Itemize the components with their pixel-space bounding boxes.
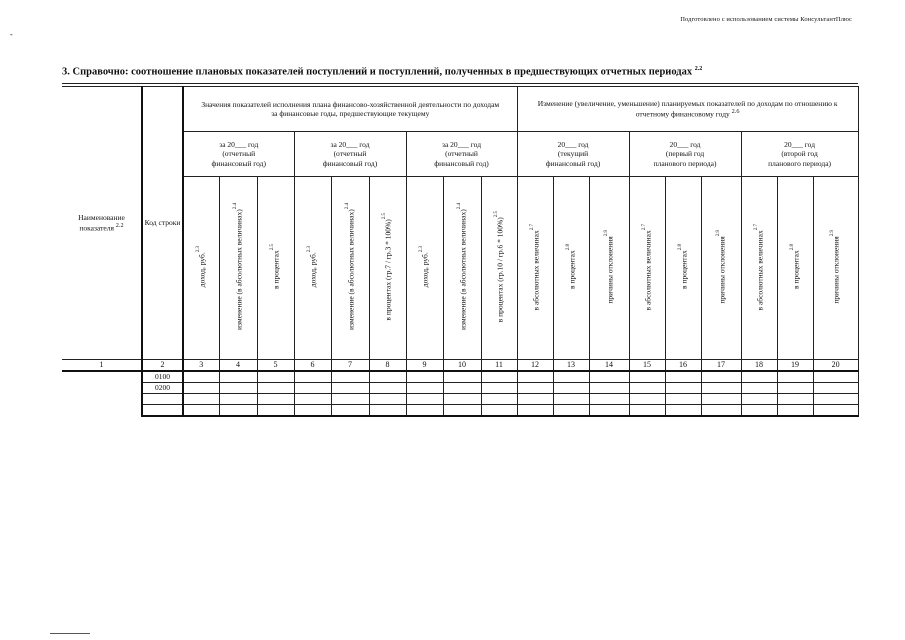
column-number: 9 <box>406 360 443 372</box>
data-cell[interactable] <box>553 371 589 383</box>
column-header-text: в абсолютных величинах <box>643 229 653 311</box>
row-code-cell: 0100 <box>142 371 183 383</box>
data-cell[interactable] <box>629 394 665 405</box>
data-cell[interactable] <box>741 405 777 417</box>
period-line: (текущий <box>557 149 589 159</box>
group-left-text: Значения показателей исполнения плана финансово-хозяйственной деятельности по доходам за финансовые годы, предшествующие текущему <box>201 99 500 118</box>
data-cell[interactable] <box>294 371 331 383</box>
column-number: 3 <box>183 360 219 372</box>
column-header-footnote: 2.9 <box>830 229 836 237</box>
column-header-text: изменение (в абсолютных величинах) <box>346 209 356 331</box>
column-number: 14 <box>589 360 629 372</box>
data-cell[interactable] <box>589 383 629 394</box>
data-cell[interactable] <box>741 394 777 405</box>
column-number: 1 <box>62 360 142 372</box>
data-cell[interactable] <box>741 383 777 394</box>
name-header <box>62 87 142 360</box>
column-header <box>294 177 331 360</box>
column-header-label <box>530 224 541 310</box>
column-header-text: изменение (в абсолютных величинах) <box>458 209 468 331</box>
column-number: 16 <box>665 360 701 372</box>
period-line: (отчетный <box>445 149 478 159</box>
data-cell[interactable] <box>481 394 517 405</box>
column-header-label <box>566 244 577 289</box>
column-header-label <box>754 224 765 310</box>
data-cell[interactable] <box>369 405 406 417</box>
column-number: 20 <box>813 360 858 372</box>
column-header <box>553 177 589 360</box>
column-header-text: причины отклонения <box>717 236 727 304</box>
column-header-label <box>233 203 244 330</box>
data-cell[interactable] <box>369 371 406 383</box>
data-cell[interactable] <box>777 383 813 394</box>
column-header-text: в процентах (гр.7 / гр.3 * 100%) <box>383 219 393 321</box>
row-code-cell: 0200 <box>142 383 183 394</box>
group-right-header <box>517 87 858 132</box>
column-header <box>777 177 813 360</box>
period-header <box>183 132 294 177</box>
data-cell[interactable] <box>741 371 777 383</box>
data-cell[interactable] <box>257 383 294 394</box>
column-header <box>665 177 701 360</box>
column-header-label <box>790 244 801 289</box>
row-name-cell[interactable] <box>62 405 142 417</box>
column-header-footnote: 2.3 <box>307 246 313 253</box>
column-header <box>741 177 777 360</box>
row-code-cell <box>142 405 183 417</box>
period-header <box>294 132 406 177</box>
column-header-label <box>345 203 356 330</box>
period-line: за 20___ год <box>442 139 482 149</box>
period-line: (второй год <box>781 149 818 159</box>
corner-mark: - <box>10 30 13 39</box>
data-cell[interactable] <box>517 405 553 417</box>
column-header-label <box>604 230 615 304</box>
column-header-label <box>716 230 727 304</box>
data-cell[interactable] <box>813 383 858 394</box>
column-header-footnote: 2.8 <box>789 244 795 251</box>
data-cell[interactable] <box>589 371 629 383</box>
data-cell[interactable] <box>813 394 858 405</box>
group-left-header <box>183 87 517 132</box>
data-cell[interactable] <box>294 383 331 394</box>
column-header <box>517 177 553 360</box>
column-header <box>331 177 369 360</box>
column-header-label <box>196 246 207 287</box>
column-header-footnote: 2.8 <box>677 244 683 251</box>
period-line: за 20___ год <box>330 139 370 149</box>
group-right-footnote: 2.6 <box>731 108 740 116</box>
row-name-cell[interactable] <box>62 394 142 405</box>
data-cell[interactable] <box>331 405 369 417</box>
column-header-text: доход, руб. <box>420 252 430 288</box>
data-cell[interactable] <box>331 394 369 405</box>
column-header-text: доход, руб. <box>308 252 318 288</box>
period-line: финансовый год) <box>545 158 601 168</box>
column-header-footnote: 2.5 <box>270 244 276 251</box>
data-cell[interactable] <box>777 371 813 383</box>
data-cell[interactable] <box>257 394 294 405</box>
period-header <box>517 132 629 177</box>
data-cell[interactable] <box>481 383 517 394</box>
code-header-text: Код строки <box>144 218 181 228</box>
data-cell[interactable] <box>517 383 553 394</box>
table-row <box>62 405 858 417</box>
data-cell[interactable] <box>294 394 331 405</box>
data-cell[interactable] <box>443 383 481 394</box>
section-title <box>62 66 702 78</box>
column-header-footnote: 2.5 <box>382 213 388 220</box>
data-cell[interactable] <box>331 371 369 383</box>
column-header-text: в процентах <box>791 250 801 290</box>
column-header-label <box>494 211 505 322</box>
data-cell[interactable] <box>406 383 443 394</box>
column-header-footnote: 2.5 <box>493 211 499 218</box>
period-line: (отчетный <box>222 149 256 159</box>
data-cell[interactable] <box>665 394 701 405</box>
data-cell[interactable] <box>665 371 701 383</box>
column-header-label <box>382 213 393 321</box>
data-cell[interactable] <box>777 405 813 417</box>
data-cell[interactable] <box>331 383 369 394</box>
column-header-label <box>270 244 281 289</box>
data-cell[interactable] <box>406 394 443 405</box>
data-cell[interactable] <box>553 405 589 417</box>
column-header-text: причины отклонения <box>831 236 841 304</box>
period-line: финансовый год) <box>211 158 266 168</box>
column-header-footnote: 2.9 <box>603 229 609 237</box>
column-header-label <box>307 246 318 287</box>
title-rule <box>62 83 858 84</box>
name-header-footnote: 2.2 <box>115 222 124 230</box>
column-number: 19 <box>777 360 813 372</box>
column-header-footnote: 2.7 <box>529 223 535 230</box>
data-cell[interactable] <box>665 383 701 394</box>
column-header <box>813 177 858 360</box>
data-cell[interactable] <box>777 394 813 405</box>
column-header-label <box>830 230 841 304</box>
row-code-cell <box>142 394 183 405</box>
column-header-text: причины отклонения <box>605 236 615 304</box>
column-header-text: в абсолютных величинах <box>755 229 765 311</box>
data-cell[interactable] <box>701 394 741 405</box>
column-header-text: в процентах <box>679 250 689 290</box>
period-header <box>406 132 517 177</box>
data-cell[interactable] <box>589 405 629 417</box>
period-line: финансовый год) <box>322 158 378 168</box>
column-header-label <box>642 224 653 310</box>
data-cell[interactable] <box>553 383 589 394</box>
column-header-label <box>419 246 430 287</box>
footer-rule <box>50 633 90 634</box>
column-header <box>443 177 481 360</box>
column-number: 13 <box>553 360 589 372</box>
data-cell[interactable] <box>183 405 219 417</box>
data-cell[interactable] <box>294 405 331 417</box>
data-cell[interactable] <box>481 405 517 417</box>
column-header-footnote: 2.4 <box>456 203 462 210</box>
column-header <box>701 177 741 360</box>
column-number: 12 <box>517 360 553 372</box>
data-cell[interactable] <box>553 394 589 405</box>
data-cell[interactable] <box>629 371 665 383</box>
data-cell[interactable] <box>183 394 219 405</box>
column-header-footnote: 2.3 <box>419 246 425 253</box>
column-header <box>629 177 665 360</box>
data-cell[interactable] <box>369 383 406 394</box>
column-header-text: в процентах (гр.10 / гр.6 * 100%) <box>495 217 505 323</box>
data-cell[interactable] <box>219 394 257 405</box>
period-header <box>741 132 858 177</box>
row-name-cell[interactable] <box>62 371 142 383</box>
data-cell[interactable] <box>219 405 257 417</box>
data-cell[interactable] <box>629 405 665 417</box>
column-header-text: в абсолютных величинах <box>531 229 541 311</box>
column-number: 8 <box>369 360 406 372</box>
column-number: 5 <box>257 360 294 372</box>
column-header <box>369 177 406 360</box>
data-cell[interactable] <box>257 371 294 383</box>
data-cell[interactable] <box>701 383 741 394</box>
code-header <box>142 87 183 360</box>
period-line: финансовый год) <box>434 158 489 168</box>
period-line: (первый год <box>665 149 705 159</box>
column-header <box>219 177 257 360</box>
period-line: за 20___ год <box>219 139 259 149</box>
column-header-footnote: 2.4 <box>232 203 238 210</box>
data-cell[interactable] <box>701 371 741 383</box>
column-header-footnote: 2.8 <box>565 244 571 251</box>
data-cell[interactable] <box>183 383 219 394</box>
column-number: 6 <box>294 360 331 372</box>
column-number: 15 <box>629 360 665 372</box>
column-header-footnote: 2.4 <box>344 203 350 210</box>
data-cell[interactable] <box>813 405 858 417</box>
column-number: 10 <box>443 360 481 372</box>
period-line: (отчетный <box>333 149 367 159</box>
data-cell[interactable] <box>257 405 294 417</box>
data-cell[interactable] <box>406 371 443 383</box>
data-cell[interactable] <box>517 394 553 405</box>
column-header-label <box>457 203 468 330</box>
column-header <box>257 177 294 360</box>
column-header <box>481 177 517 360</box>
row-name-cell[interactable] <box>62 383 142 394</box>
column-number: 11 <box>481 360 517 372</box>
data-cell[interactable] <box>629 383 665 394</box>
column-header-footnote: 2.7 <box>753 223 759 230</box>
period-line: планового периода) <box>768 158 832 168</box>
data-cell[interactable] <box>183 371 219 383</box>
column-header-footnote: 2.3 <box>195 246 201 253</box>
data-cell[interactable] <box>219 383 257 394</box>
revenue-comparison-table <box>62 86 859 417</box>
data-cell[interactable] <box>481 371 517 383</box>
column-number: 17 <box>701 360 741 372</box>
period-header <box>629 132 741 177</box>
consultant-plus-note: Подготовлено с использованием системы КонсультантПлюс <box>680 16 852 23</box>
column-header-footnote: 2.9 <box>715 229 721 237</box>
column-header-text: в процентах <box>567 250 577 290</box>
group-right-text: Изменение (увеличение, уменьшение) планируемых показателей по доходам по отношению к отчетному финансовому году <box>537 98 838 119</box>
name-header-text: Наименование показателя <box>78 212 125 233</box>
column-header-text: изменение (в абсолютных величинах) <box>234 209 244 331</box>
data-cell[interactable] <box>369 394 406 405</box>
section-title-footnote: 2.2 <box>694 66 703 72</box>
column-header <box>406 177 443 360</box>
table-row <box>62 394 858 405</box>
data-cell[interactable] <box>219 371 257 383</box>
section-title-text: 3. Справочно: соотношение плановых показателей поступлений и поступлений, полученных в предшествующих отчетных периодах <box>62 66 693 78</box>
period-line: 20___ год <box>784 139 816 149</box>
period-line: планового периода) <box>653 158 717 168</box>
data-cell[interactable] <box>813 371 858 383</box>
data-cell[interactable] <box>589 394 629 405</box>
column-number: 4 <box>219 360 257 372</box>
column-header <box>589 177 629 360</box>
column-header-label <box>678 244 689 289</box>
column-number: 18 <box>741 360 777 372</box>
data-cell[interactable] <box>443 371 481 383</box>
data-cell[interactable] <box>665 405 701 417</box>
data-cell[interactable] <box>406 405 443 417</box>
data-cell[interactable] <box>443 394 481 405</box>
period-line: 20___ год <box>557 139 589 149</box>
period-line: 20___ год <box>669 139 701 149</box>
column-header-text: доход, руб. <box>197 252 207 288</box>
data-cell[interactable] <box>443 405 481 417</box>
column-header <box>183 177 219 360</box>
table-row <box>62 371 858 383</box>
table-row <box>62 383 858 394</box>
data-cell[interactable] <box>517 371 553 383</box>
column-header-footnote: 2.7 <box>641 223 647 230</box>
column-header-text: в процентах <box>271 250 281 290</box>
column-number: 2 <box>142 360 183 372</box>
data-cell[interactable] <box>701 405 741 417</box>
column-number: 7 <box>331 360 369 372</box>
